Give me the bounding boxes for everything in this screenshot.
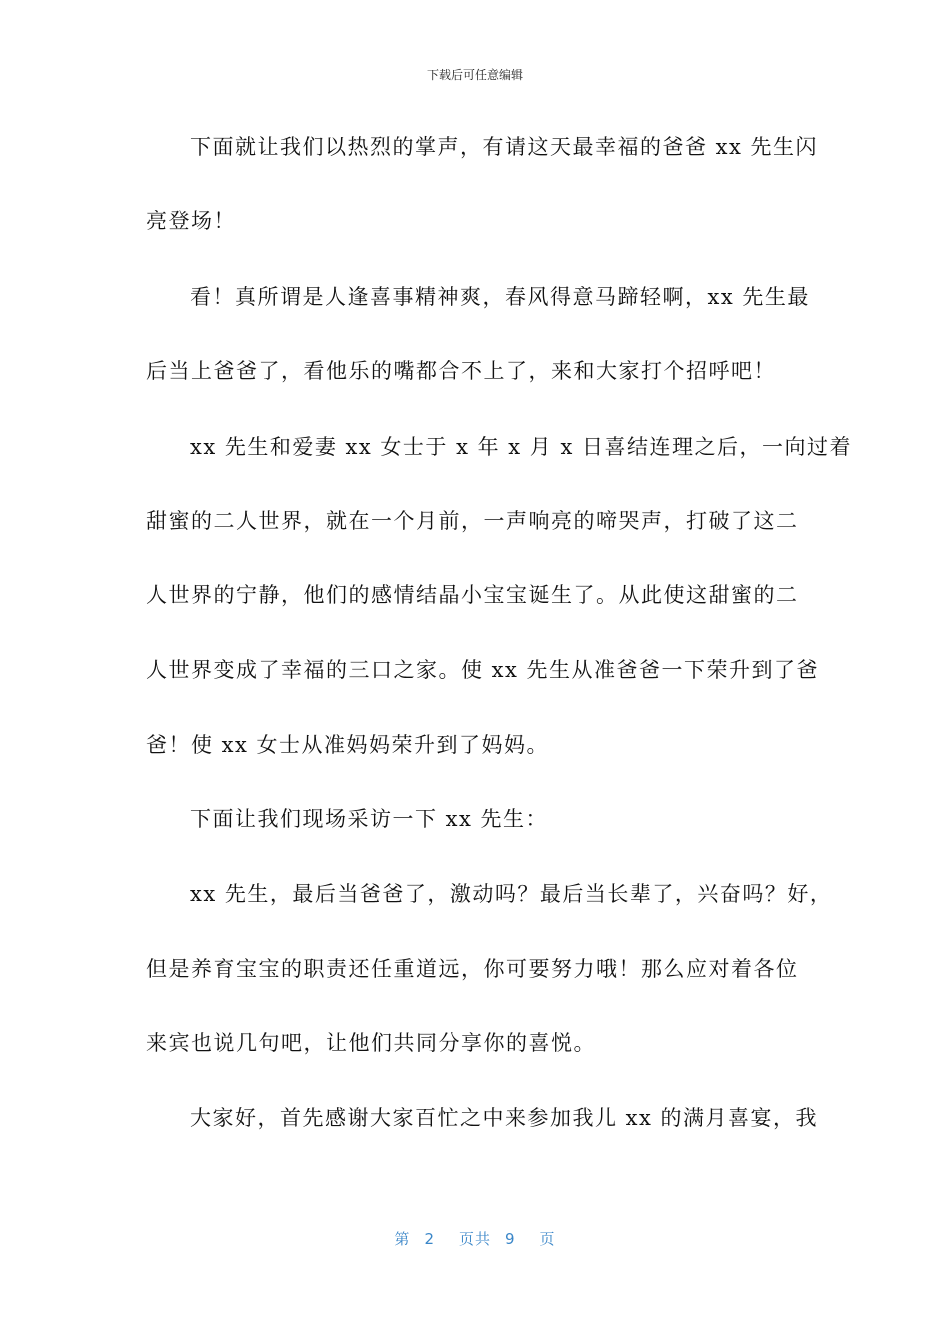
text-line: 来宾也说几句吧，让他们共同分享你的喜悦。 (146, 1031, 596, 1055)
text-line: 下面让我们现场采访一下 xx 先生： (190, 807, 549, 831)
current-page: 2 (424, 1230, 435, 1248)
text-line: 后当上爸爸了，看他乐的嘴都合不上了，来和大家打个招呼吧！ (146, 359, 776, 383)
header-note: 下载后可任意编辑 (426, 68, 523, 82)
text-line: xx 先生，最后当爸爸了，激动吗？最后当长辈了，兴奋吗？好， (190, 882, 833, 906)
text-line: 人世界的宁静，他们的感情结晶小宝宝诞生了。从此使这甜蜜的二 (146, 583, 799, 607)
page-number-footer (0, 1228, 950, 1249)
text-line: 人世界变成了幸福的三口之家。使 xx 先生从准爸爸一下荣升到了爸 (146, 658, 820, 682)
text-line: 爸！使 xx 女士从准妈妈荣升到了妈妈。 (146, 733, 550, 757)
page-prefix: 第 (394, 1230, 411, 1248)
text-line: 甜蜜的二人世界，就在一个月前，一声响亮的啼哭声，打破了这二 (146, 509, 799, 533)
text-line: 下面就让我们以热烈的掌声，有请这天最幸福的爸爸 xx 先生闪 (190, 135, 819, 159)
total-pages: 9 (505, 1230, 516, 1248)
text-line: 亮登场！ (146, 209, 236, 233)
text-line: 看！真所谓是人逢喜事精神爽，春风得意马蹄轻啊，xx 先生最 (190, 285, 810, 309)
page-suffix: 页 (539, 1230, 556, 1248)
page-middle: 页共 (458, 1230, 491, 1248)
text-line: 大家好，首先感谢大家百忙之中来参加我儿 xx 的满月喜宴，我 (190, 1106, 819, 1130)
text-line: 但是养育宝宝的职责还任重道远，你可要努力哦！那么应对着各位 (146, 957, 799, 981)
text-line: xx 先生和爱妻 xx 女士于 x 年 x 月 x 日喜结连理之后，一向过着 (190, 435, 852, 459)
